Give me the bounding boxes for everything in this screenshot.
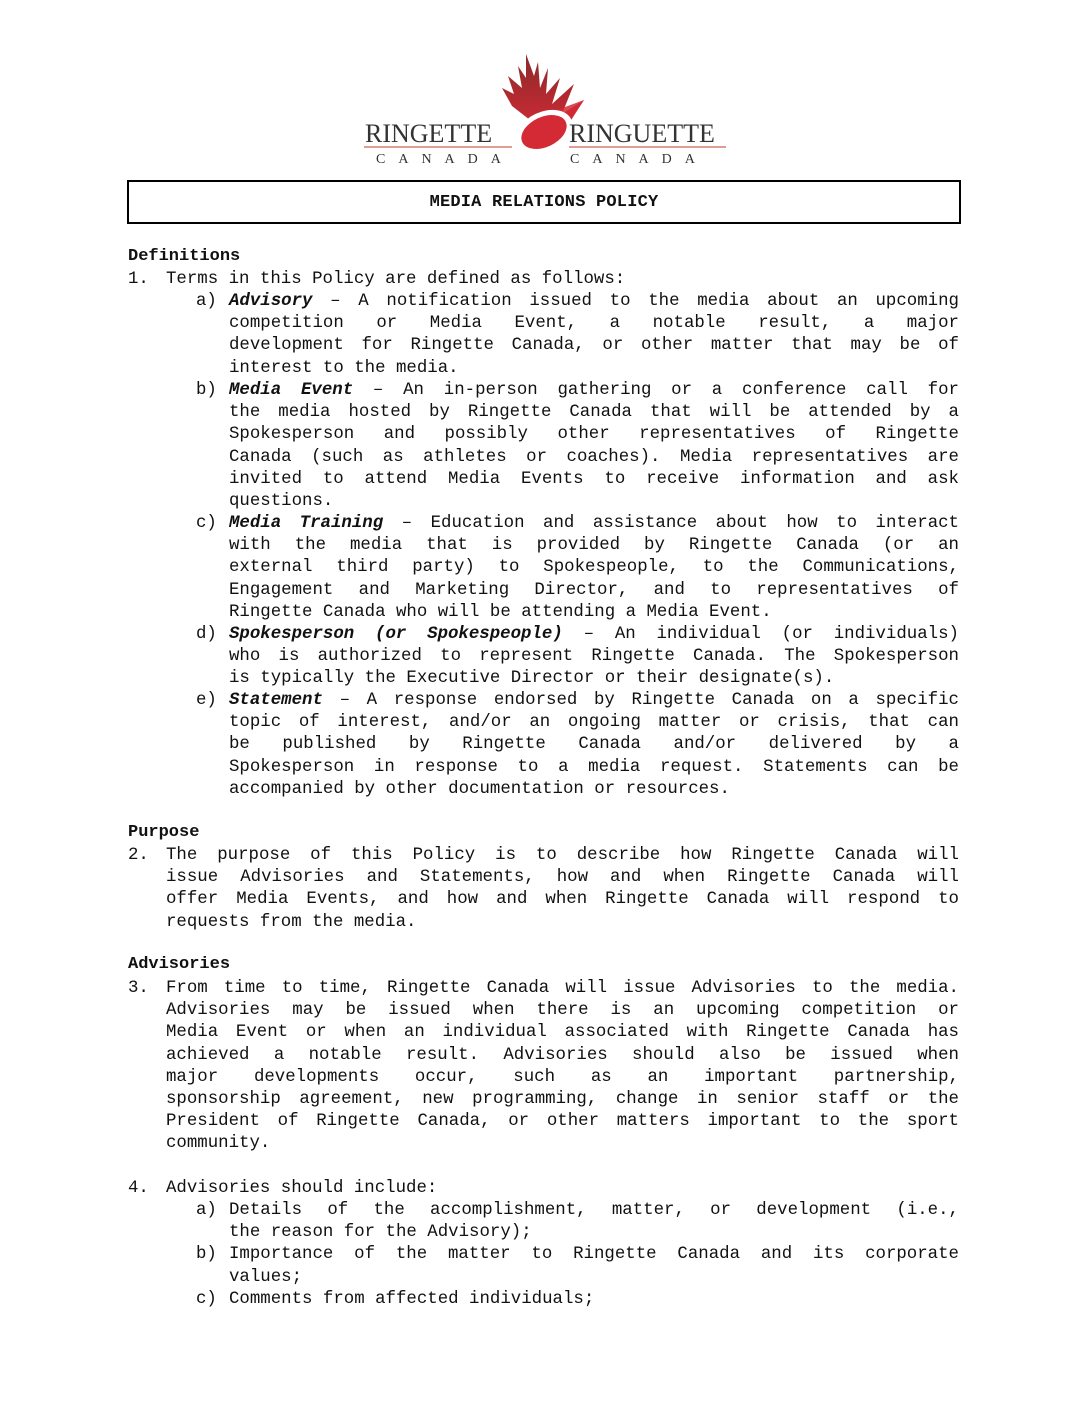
definition-line: competition or Media Event, a notable result, a major bbox=[229, 314, 959, 334]
logo-right-sub: CANADA bbox=[570, 152, 708, 167]
definition-line: invited to attend Media Events to receive information and ask bbox=[229, 469, 959, 489]
ringette-canada-logo bbox=[362, 48, 728, 168]
definition-first-line bbox=[229, 624, 959, 646]
paragraph-line: issue Advisories and Statements, how and when Ringette Canada will bbox=[166, 868, 959, 888]
list-item-line: Importance of the matter to Ringette Canada and its corporate bbox=[229, 1245, 959, 1265]
definition-line: who is authorized to represent Ringette Canada. The Spokesperson bbox=[229, 647, 959, 667]
paragraph-line: Advisories should include: bbox=[166, 1179, 438, 1198]
definition-text: – A response endorsed by Ringette Canada on a specific bbox=[322, 691, 959, 710]
definition-first-line bbox=[229, 690, 959, 712]
definition-line: the media hosted by Ringette Canada that will be attended by a bbox=[229, 403, 959, 423]
item-number: 3. bbox=[128, 979, 149, 998]
paragraph-line: Terms in this Policy are defined as follows: bbox=[166, 270, 626, 289]
paragraph-line: achieved a notable result. Advisories should also be issued when bbox=[166, 1045, 959, 1065]
definition-line: development for Ringette Canada, or other matter that may be of bbox=[229, 336, 959, 356]
definition-term: Media Training bbox=[229, 514, 384, 533]
paragraph-line: major developments occur, such as an important partnership, bbox=[166, 1067, 959, 1087]
definition-term: Spokesperson (or Spokespeople) bbox=[229, 625, 563, 644]
definition-line: Spokesperson and possibly other representatives of Ringette bbox=[229, 425, 959, 445]
definition-line: interest to the media. bbox=[229, 358, 459, 378]
definition-text: – Education and assistance about how to interact bbox=[383, 514, 959, 533]
definition-line: accompanied by other documentation or resources. bbox=[229, 779, 730, 799]
definition-line: Spokesperson in response to a media request. Statements can be bbox=[229, 757, 959, 777]
paragraph-line: offer Media Events, and how and when Ringette Canada will respond to bbox=[166, 890, 959, 910]
definition-first-line bbox=[229, 513, 959, 535]
definition-first-line bbox=[229, 380, 959, 402]
advisories-heading: Advisories bbox=[128, 955, 231, 974]
definition-first-line bbox=[229, 291, 959, 313]
definition-text: – An individual (or individuals) bbox=[562, 625, 959, 644]
definition-line: Canada (such as athletes or coaches). Media representatives are bbox=[229, 447, 959, 467]
paragraph-line: Media Event or when an individual associated with Ringette Canada has bbox=[166, 1023, 959, 1043]
definition-line: topic of interest, and/or an ongoing matter or crisis, that can bbox=[229, 713, 959, 733]
list-item-label: a) bbox=[196, 1201, 217, 1220]
purpose-heading: Purpose bbox=[128, 823, 200, 842]
definition-line: with the media that is provided by Ringette Canada (or an bbox=[229, 536, 959, 556]
definition-line: external third party) to Spokespeople, to the Communications, bbox=[229, 558, 959, 578]
item-number: 4. bbox=[128, 1179, 149, 1198]
definition-term: Media Event bbox=[229, 381, 354, 400]
paragraph-line: President of Ringette Canada, or other matters important to the sport bbox=[166, 1112, 959, 1132]
definition-label: a) bbox=[196, 292, 217, 311]
logo-right-text: RINGUETTE bbox=[569, 119, 715, 148]
list-item-line: the reason for the Advisory); bbox=[229, 1223, 532, 1243]
list-item-label: c) bbox=[196, 1289, 217, 1309]
definition-text: – An in-person gathering or a conference call for bbox=[353, 381, 959, 400]
paragraph-line: sponsorship agreement, new programming, change in senior staff or the bbox=[166, 1090, 959, 1109]
list-item-label: b) bbox=[196, 1245, 217, 1265]
list-item-line: values; bbox=[229, 1267, 303, 1287]
definition-line: questions. bbox=[229, 492, 334, 511]
item-number: 2. bbox=[128, 846, 149, 865]
paragraph-line: Advisories may be issued when there is an upcoming competition or bbox=[166, 1001, 959, 1021]
paragraph-line: The purpose of this Policy is to describe how Ringette Canada will bbox=[166, 846, 959, 865]
definition-text: – A notification issued to the media about an upcoming bbox=[312, 292, 959, 311]
logo-left-text: RINGETTE bbox=[365, 119, 493, 148]
definition-label: c) bbox=[196, 514, 217, 533]
item-number: 1. bbox=[128, 270, 149, 289]
definition-term: Statement bbox=[229, 691, 323, 710]
definition-term: Advisory bbox=[229, 292, 313, 311]
paragraph-line: requests from the media. bbox=[166, 912, 417, 932]
definition-line: Ringette Canada who will be attending a Media Event. bbox=[229, 602, 772, 622]
definition-label: e) bbox=[196, 691, 217, 710]
definitions-heading: Definitions bbox=[128, 247, 241, 266]
paragraph-line: From time to time, Ringette Canada will issue Advisories to the media. bbox=[166, 979, 959, 998]
definition-label: d) bbox=[196, 625, 217, 644]
logo-left-sub: CANADA bbox=[376, 152, 514, 167]
list-item-line: Comments from affected individuals; bbox=[229, 1289, 595, 1309]
definition-line: Engagement and Marketing Director, and to representatives of bbox=[229, 580, 959, 600]
title-box bbox=[127, 180, 961, 224]
definition-line: is typically the Executive Director or their designate(s). bbox=[229, 669, 835, 689]
list-item-line: Details of the accomplishment, matter, or development (i.e., bbox=[229, 1201, 959, 1220]
definition-label: b) bbox=[196, 381, 217, 400]
definition-line: be published by Ringette Canada and/or delivered by a bbox=[229, 735, 959, 755]
page-title: MEDIA RELATIONS POLICY bbox=[429, 193, 659, 212]
paragraph-line: community. bbox=[166, 1134, 271, 1154]
